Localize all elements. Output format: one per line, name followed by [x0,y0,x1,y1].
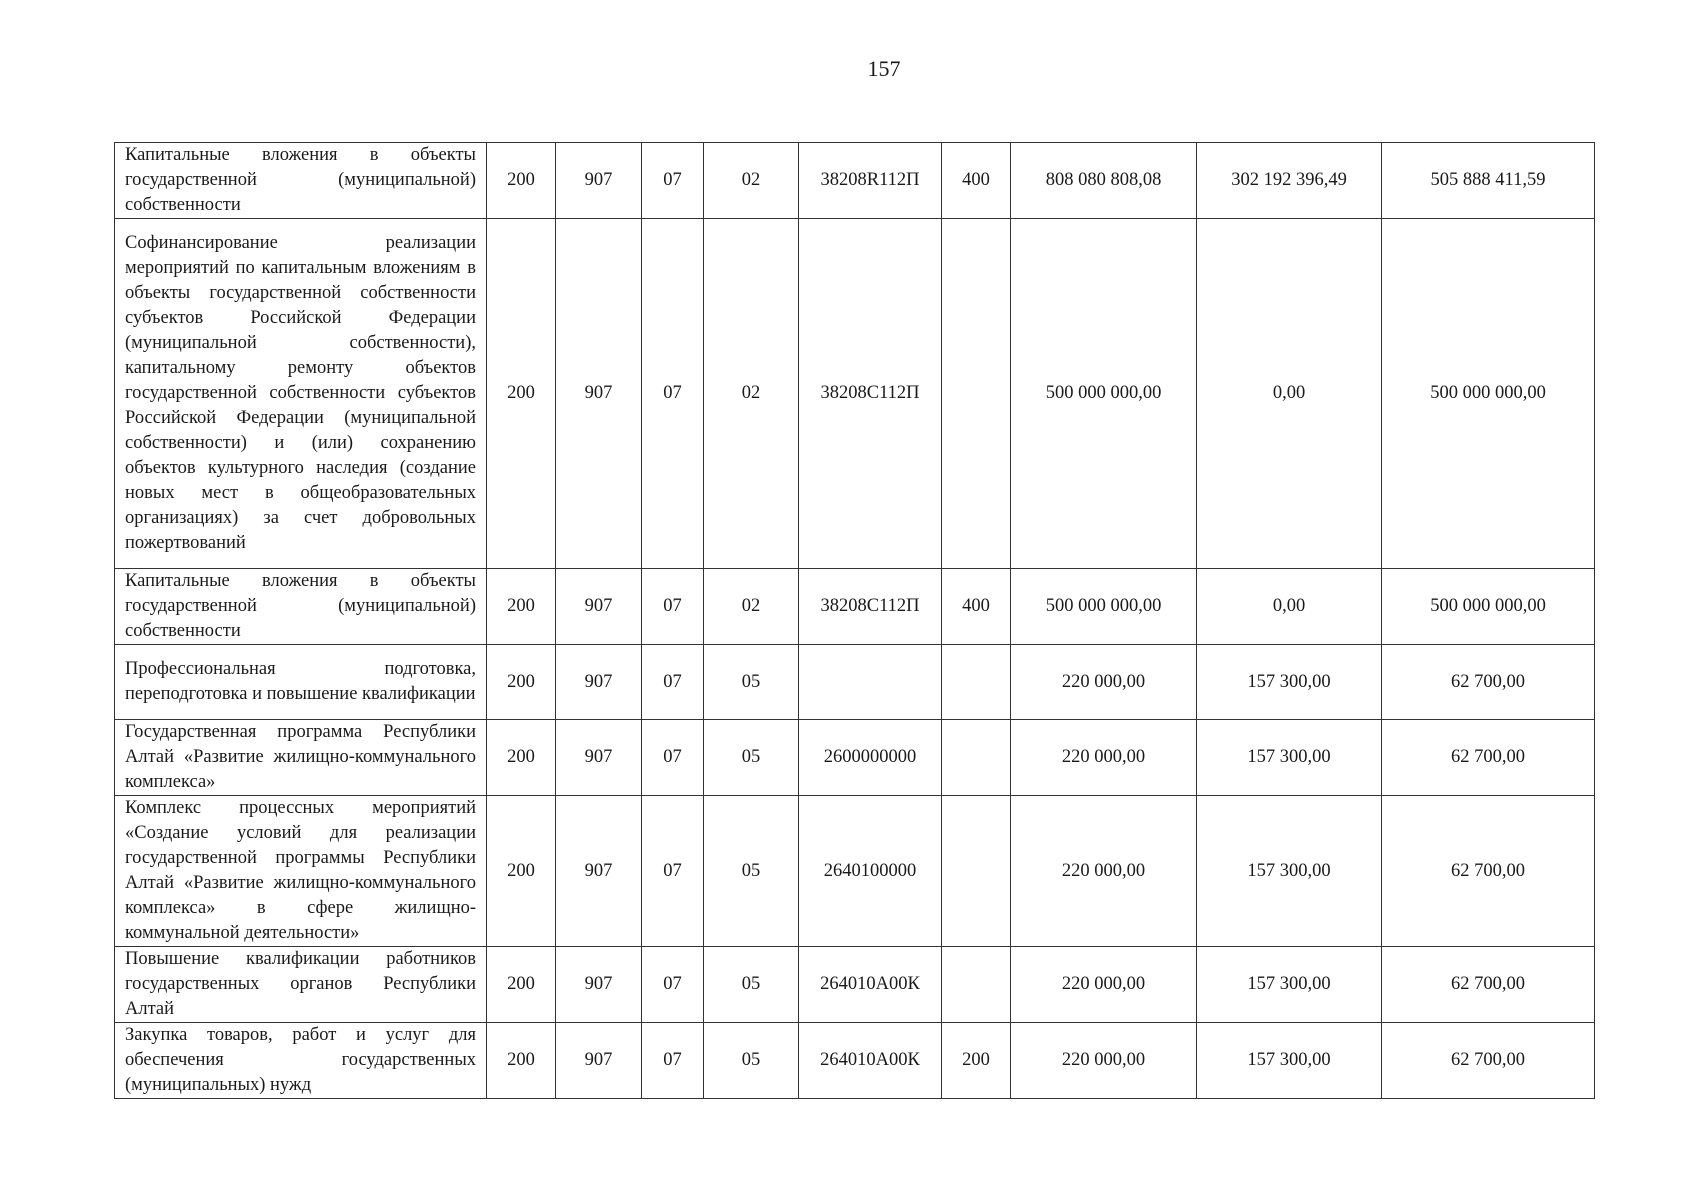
table-row [115,219,1595,569]
cell-amount-regional: 62 700,00 [1382,720,1595,796]
cell-expense-type [942,796,1011,947]
cell-admin-code: 200 [487,645,556,720]
cell-amount-total: 220 000,00 [1011,947,1197,1023]
page-number: 157 [867,56,901,81]
cell-expense-type: 400 [942,143,1011,219]
cell-target-article: 38208С112П [799,569,942,645]
cell-section: 07 [642,645,704,720]
table-row [115,645,1595,720]
cell-subsection: 02 [704,143,799,219]
cell-target-article: 264010А00К [799,1023,942,1099]
cell-target-article [799,645,942,720]
table-row [115,143,1595,219]
cell-target-article: 2640100000 [799,796,942,947]
table-row [115,720,1595,796]
cell-amount-regional: 500 000 000,00 [1382,219,1595,569]
cell-section: 07 [642,947,704,1023]
cell-subsection: 02 [704,219,799,569]
cell-expense-type [942,720,1011,796]
cell-ministry-code: 907 [556,796,642,947]
cell-amount-total: 220 000,00 [1011,796,1197,947]
cell-section: 07 [642,219,704,569]
cell-amount-federal: 157 300,00 [1197,720,1382,796]
row-description: Закупка товаров, работ и услуг для обеспечения государственных (муниципальных) нужд [115,1023,487,1099]
cell-expense-type: 200 [942,1023,1011,1099]
cell-amount-regional: 62 700,00 [1382,796,1595,947]
row-description: Повышение квалификации работников государственных органов Республики Алтай [115,947,487,1023]
table-row [115,947,1595,1023]
cell-target-article: 38208R112П [799,143,942,219]
cell-amount-federal: 302 192 396,49 [1197,143,1382,219]
cell-subsection: 05 [704,1023,799,1099]
cell-amount-regional: 62 700,00 [1382,947,1595,1023]
cell-admin-code: 200 [487,219,556,569]
cell-admin-code: 200 [487,796,556,947]
cell-ministry-code: 907 [556,645,642,720]
row-description: Капитальные вложения в объекты государственной (муниципальной) собственности [115,569,487,645]
cell-subsection: 05 [704,645,799,720]
cell-amount-total: 220 000,00 [1011,645,1197,720]
row-description: Капитальные вложения в объекты государственной (муниципальной) собственности [115,143,487,219]
cell-amount-total: 220 000,00 [1011,1023,1197,1099]
cell-subsection: 05 [704,720,799,796]
cell-expense-type [942,645,1011,720]
budget-table [114,142,1595,1099]
cell-amount-regional: 62 700,00 [1382,1023,1595,1099]
cell-amount-regional: 500 000 000,00 [1382,569,1595,645]
cell-target-article: 264010А00К [799,947,942,1023]
table-row [115,569,1595,645]
cell-amount-total: 500 000 000,00 [1011,569,1197,645]
cell-admin-code: 200 [487,569,556,645]
cell-target-article: 2600000000 [799,720,942,796]
cell-admin-code: 200 [487,947,556,1023]
cell-ministry-code: 907 [556,569,642,645]
cell-subsection: 05 [704,947,799,1023]
cell-amount-federal: 157 300,00 [1197,947,1382,1023]
cell-section: 07 [642,720,704,796]
cell-expense-type [942,219,1011,569]
cell-amount-federal: 157 300,00 [1197,645,1382,720]
cell-section: 07 [642,143,704,219]
cell-amount-total: 220 000,00 [1011,720,1197,796]
cell-expense-type [942,947,1011,1023]
cell-amount-federal: 0,00 [1197,219,1382,569]
cell-admin-code: 200 [487,143,556,219]
cell-amount-federal: 0,00 [1197,569,1382,645]
row-description: Софинансирование реализации мероприятий по капитальным вложениям в объекты государственной собственности субъектов Российской Федерации (муниципальной собственности), капитальному ремонту объектов государственной собственности субъектов Российской Федерации (муниципальной собственности) и (или) сохранению объектов культурного наследия (создание новых мест в общеобразовательных организациях) за счет добровольных пожертвований [115,219,487,569]
table-row [115,1023,1595,1099]
cell-amount-total: 500 000 000,00 [1011,219,1197,569]
cell-ministry-code: 907 [556,143,642,219]
cell-amount-federal: 157 300,00 [1197,796,1382,947]
row-description: Государственная программа Республики Алтай «Развитие жилищно-коммунального комплекса» [115,720,487,796]
cell-section: 07 [642,569,704,645]
row-description: Профессиональная подготовка, переподготовка и повышение квалификации [115,645,487,720]
row-description: Комплекс процессных мероприятий «Создание условий для реализации государственной программы Республики Алтай «Развитие жилищно-коммунального комплекса» в сфере жилищно-коммунальной деятельности» [115,796,487,947]
cell-subsection: 02 [704,569,799,645]
cell-amount-regional: 505 888 411,59 [1382,143,1595,219]
cell-target-article: 38208С112П [799,219,942,569]
cell-admin-code: 200 [487,720,556,796]
cell-expense-type: 400 [942,569,1011,645]
cell-ministry-code: 907 [556,1023,642,1099]
cell-ministry-code: 907 [556,947,642,1023]
cell-admin-code: 200 [487,1023,556,1099]
cell-ministry-code: 907 [556,219,642,569]
cell-section: 07 [642,1023,704,1099]
cell-amount-regional: 62 700,00 [1382,645,1595,720]
cell-amount-total: 808 080 808,08 [1011,143,1197,219]
cell-amount-federal: 157 300,00 [1197,1023,1382,1099]
table-row [115,796,1595,947]
cell-section: 07 [642,796,704,947]
cell-ministry-code: 907 [556,720,642,796]
cell-subsection: 05 [704,796,799,947]
